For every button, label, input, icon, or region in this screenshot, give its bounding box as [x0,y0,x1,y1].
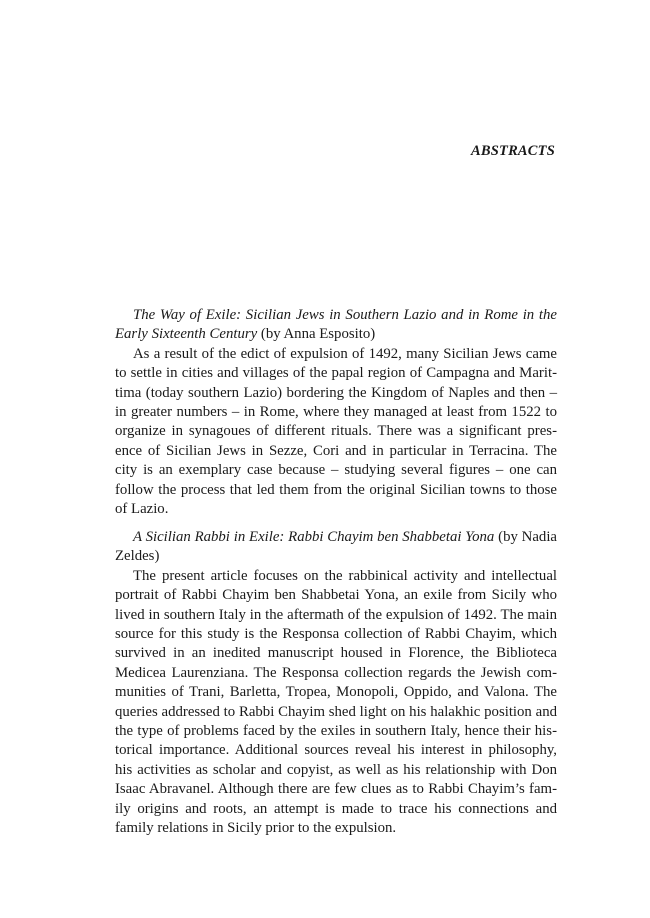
abstract-title: The Way of Exile: Sicilian Jews in Southern Lazio and in Rome in the Early Sixteenth Century [115,307,557,343]
abstract-body: As a result of the edict of expulsion of 1492, many Sicilian Jews came to settle in cities and villages of the papal region of Campagna and Marittima (today southern Lazio) bordering the Kingdom of Naples and then – in greater numbers – in Rome, where they managed at least from 1522 to organize in synagoues of different rituals. There was a significant presence of Sicilian Jews in Sezze, Cori and in particular in Terracina. The city is an exemplary case because – studying several figures – one can follow the process that led them from the original Sicilian towns to those of Lazio. [115,345,557,518]
abstract-author: (by Anna Esposito) [257,326,376,343]
abstract-body: The present article focuses on the rabbinical activity and intellectual portrait of Rabbi Chayim ben Shabbetai Yona, an exile from Sicily who lived in southern Italy in the aftermath of the expulsion of 1492. The main source for this study is the Responsa collection of Rabbi Chayim, which survived in an inedited manuscript housed in Florence, the Biblioteca Medicea Laurenziana. The Responsa collection regards the Jewish communities of Trani, Barletta, Tropea, Monopoli, Oppido, and Valona. The queries addressed to Rabbi Chayim shed light on his halakhic position and the type of problems faced by the exiles in southern Italy, hence their historical importance. Additional sources reveal his interest in philosophy, his activities as scholar and copyist, as well as his relationship with Don Isaac Abravanel. Although there are few clues as to Rabbi Chayim’s family origins and roots, an attempt is made to trace his connections and family relations in Sicily prior to the expulsion. [115,567,557,837]
abstract-zeldes [115,528,557,839]
abstract-title-line [115,306,557,345]
abstract-title-line [115,528,557,567]
abstract-esposito [115,306,557,519]
abstract-author: (by Nadia Zeldes) [115,529,557,565]
abstract-title: A Sicilian Rabbi in Exile: Rabbi Chayim ben Shabbetai Yona [133,529,495,545]
page-heading: ABSTRACTS [471,143,555,159]
